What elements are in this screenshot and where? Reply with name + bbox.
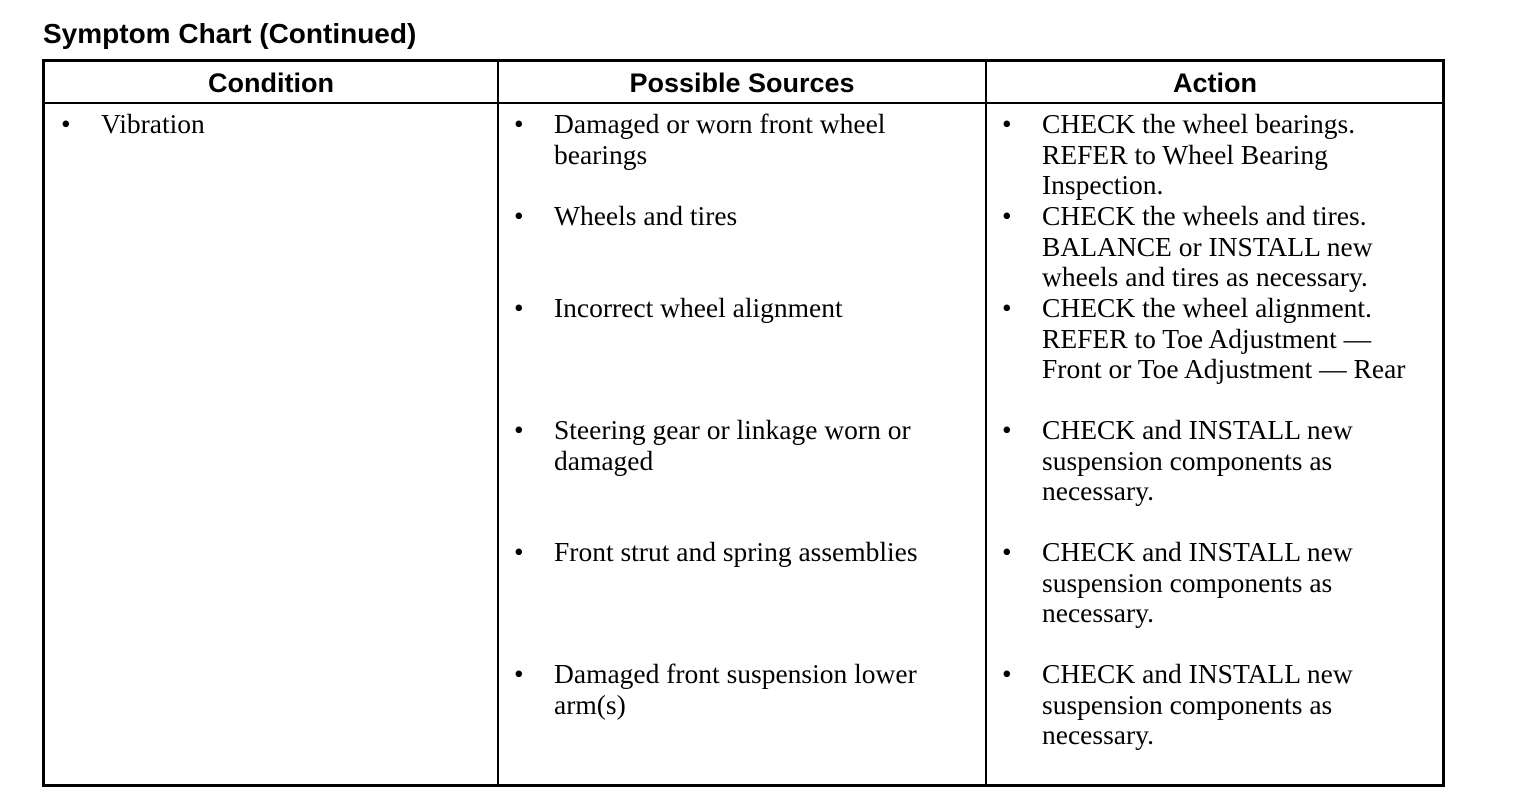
source-text: Wheels and tires <box>554 200 738 231</box>
page-title: Symptom Chart (Continued) <box>43 18 417 49</box>
bullet-icon: • <box>514 292 524 323</box>
source-entry <box>514 109 944 170</box>
column-divider-1 <box>497 62 499 784</box>
source-entry <box>514 201 944 232</box>
bullet-icon: • <box>1002 200 1012 231</box>
column-divider-2 <box>985 62 987 784</box>
bullet-icon: • <box>1002 536 1012 567</box>
bullet-icon: • <box>514 658 524 689</box>
action-text: CHECK and INSTALL new suspension components as necessary. <box>1042 658 1353 751</box>
bullet-icon: • <box>1002 658 1012 689</box>
bullet-icon: • <box>1002 292 1012 323</box>
source-entry <box>514 537 944 568</box>
action-text: CHECK and INSTALL new suspension components as necessary. <box>1042 414 1353 507</box>
header-divider <box>45 102 1442 104</box>
source-text: Damaged front suspension lower arm(s) <box>554 658 917 720</box>
condition-text: Vibration <box>101 108 205 139</box>
bullet-icon: • <box>514 108 524 139</box>
condition-entry <box>61 109 481 140</box>
source-entry <box>514 659 944 720</box>
source-entry <box>514 415 944 476</box>
action-text: CHECK the wheel alignment. REFER to Toe Adjustment — Front or Toe Adjustment — Rear <box>1042 292 1406 385</box>
action-entry <box>1002 201 1432 293</box>
source-text: Front strut and spring assemblies <box>554 536 918 567</box>
source-entry <box>514 293 944 324</box>
action-text: CHECK the wheel bearings. REFER to Wheel Bearing Inspection. <box>1042 108 1356 201</box>
bullet-icon: • <box>514 414 524 445</box>
action-entry <box>1002 109 1432 201</box>
source-text: Steering gear or linkage worn or damaged <box>554 414 911 476</box>
source-text: Damaged or worn front wheel bearings <box>554 108 886 170</box>
bullet-icon: • <box>61 108 71 139</box>
symptom-table <box>42 59 1445 787</box>
bullet-icon: • <box>1002 414 1012 445</box>
header-possible-sources: Possible Sources <box>629 68 855 98</box>
action-entry <box>1002 293 1432 385</box>
source-text: Incorrect wheel alignment <box>554 292 843 323</box>
header-condition: Condition <box>208 68 334 98</box>
bullet-icon: • <box>514 536 524 567</box>
action-entry <box>1002 537 1432 629</box>
action-text: CHECK and INSTALL new suspension components as necessary. <box>1042 536 1353 629</box>
action-text: CHECK the wheels and tires. BALANCE or INSTALL new wheels and tires as necessary. <box>1042 200 1373 293</box>
action-entry <box>1002 415 1432 507</box>
header-action: Action <box>1173 68 1257 98</box>
action-entry <box>1002 659 1432 751</box>
bullet-icon: • <box>514 200 524 231</box>
bullet-icon: • <box>1002 108 1012 139</box>
